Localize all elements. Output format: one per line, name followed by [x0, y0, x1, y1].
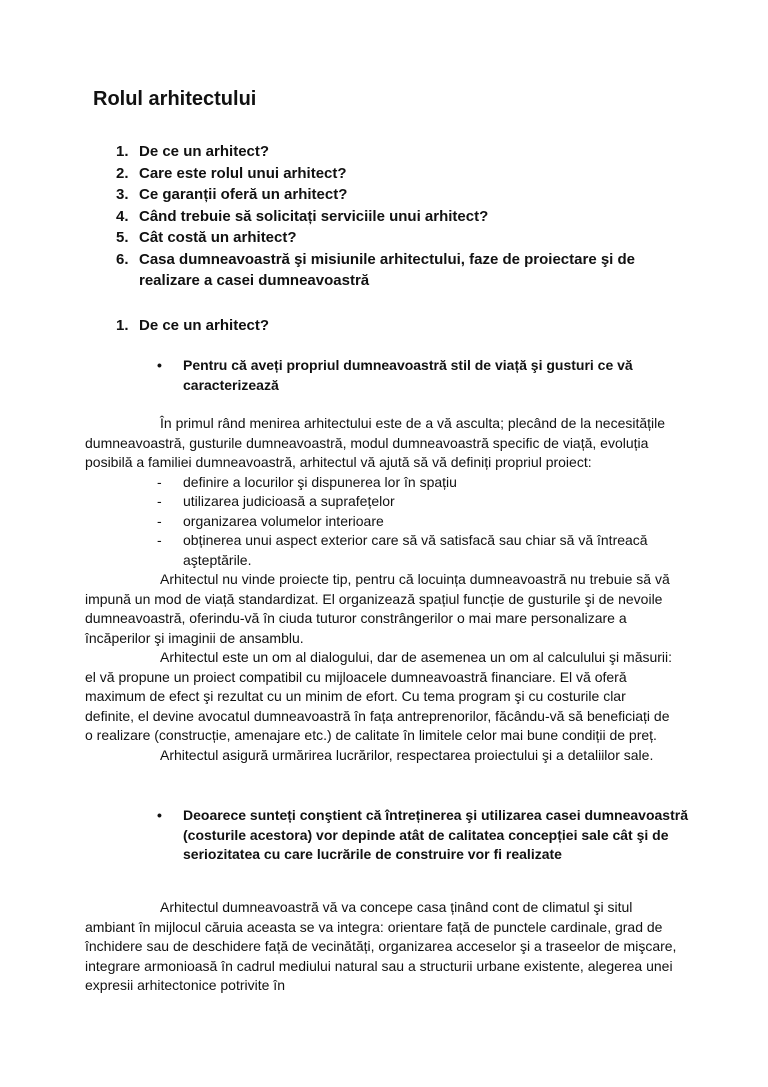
list-item-text: organizarea volumelor interioare	[183, 512, 384, 529]
bullet-heading	[157, 806, 703, 865]
toc-text: De ce un arhitect?	[139, 143, 270, 160]
toc-number: 2.	[116, 164, 129, 182]
list-item-text: utilizarea judicioasă a suprafețelor	[183, 493, 395, 509]
paragraph: Arhitectul este un om al dialogului, dar de asemenea un om al calculului şi măsurii: el vă propune un proiect compatibil cu mijloacele dumneavoastră financiare. El vă oferă maximum de efect şi rezultat cu un minim de efort. Cu tema program şi cu costurile clar definite, el devine avocatul dumneavoastră în fața antreprenorilor, făcându-vă să beneficiați de o realizare (construcție, amenajare etc.) de calitate în limitele celor mai bune condiții de preț.	[85, 649, 673, 743]
bullet-text: Pentru că aveți propriul dumneavoastră stil de viață şi gusturi ce vă caracterizează	[183, 357, 633, 393]
list-item	[85, 512, 677, 532]
dash-icon: -	[157, 473, 162, 490]
toc-number: 4.	[116, 207, 129, 225]
list-item	[85, 473, 677, 493]
toc-number: 5.	[116, 229, 129, 246]
paragraph: Arhitectul nu vinde proiecte tip, pentru că locuința dumneavoastră nu trebuie să vă impună un mod de viață standardizat. El organizează spațiul funcție de gusturile şi de nevoile dumneavoastră, oferindu-vă în ciuda tuturor constrângerilor o mai mare personalizare a încăperilor şi imaginii de ansamblu.	[85, 571, 670, 646]
toc-item	[116, 184, 676, 206]
section-heading	[116, 315, 269, 336]
toc-text: Ce garanții oferă un arhitect?	[139, 186, 348, 203]
paragraph: În primul rând menirea arhitectului este de a vă asculta; plecând de la necesitățile dumneavoastră, gusturile dumneavoastră, modul dumneavoastră specific de viață, evoluția posibilă a familiei dumneavoastră, arhitectul vă ajută să vă definiți propriul proiect:	[85, 415, 666, 470]
toc-number: 6.	[116, 250, 129, 268]
table-of-contents	[116, 141, 676, 292]
list-item-text: obținerea unui aspect exterior care să vă satisfacă sau chiar să vă întreacă aşteptările.	[183, 532, 648, 568]
bullet-icon: •	[157, 357, 162, 373]
toc-item	[116, 141, 676, 163]
toc-item	[116, 163, 676, 185]
bullet-heading	[157, 356, 703, 395]
toc-text: Care este rolul unui arhitect?	[139, 164, 347, 182]
body-block-1	[85, 414, 677, 765]
list-item	[85, 492, 677, 512]
toc-item	[116, 227, 676, 249]
body-block-2	[85, 898, 677, 996]
dash-list	[85, 473, 677, 571]
paragraph: Arhitectul asigură urmărirea lucrărilor, respectarea proiectului şi a detaliilor sale.	[160, 746, 654, 763]
page-title: Rolul arhitectului	[93, 88, 257, 110]
section-number: 1.	[116, 317, 129, 334]
toc-number: 3.	[116, 186, 129, 203]
toc-item	[116, 249, 676, 292]
list-item-text: definire a locurilor şi dispunerea lor în spațiu	[183, 473, 457, 490]
bullet-icon: •	[157, 807, 162, 823]
paragraph: Arhitectul dumneavoastră vă va concepe casa ținând cont de climatul şi situl ambiant în mijlocul căruia aceasta se va integra: orientare față de punctele cardinale, grad de închidere sau de deschidere față de vecinătăți, organizarea acceselor şi a traseelor de mişcare, integrare armonioasă în cadrul mediului natural sau a structurii urbane existente, alegerea unei expresii arhitectonice potrivite în	[85, 899, 677, 993]
toc-text: Când trebuie să solicitați serviciile unui arhitect?	[139, 207, 489, 225]
toc-text: Casa dumneavoastră şi misiunile arhitectului, faze de proiectare şi de realizare a casei dumneavoastră	[139, 250, 636, 289]
toc-item	[116, 206, 676, 228]
list-item	[85, 531, 677, 570]
dash-icon: -	[157, 512, 162, 529]
dash-icon: -	[157, 532, 162, 548]
toc-text: Cât costă un arhitect?	[139, 229, 297, 246]
dash-icon: -	[157, 493, 162, 509]
section-title: De ce un arhitect?	[139, 317, 270, 334]
bullet-text: Deoarece sunteți conştient că întreținerea şi utilizarea casei dumneavoastră (costurile acestora) vor depinde atât de calitatea concepției sale cât şi de seriozitatea cu care lucrările de construire vor fi realizate	[183, 807, 688, 862]
toc-number: 1.	[116, 143, 129, 160]
